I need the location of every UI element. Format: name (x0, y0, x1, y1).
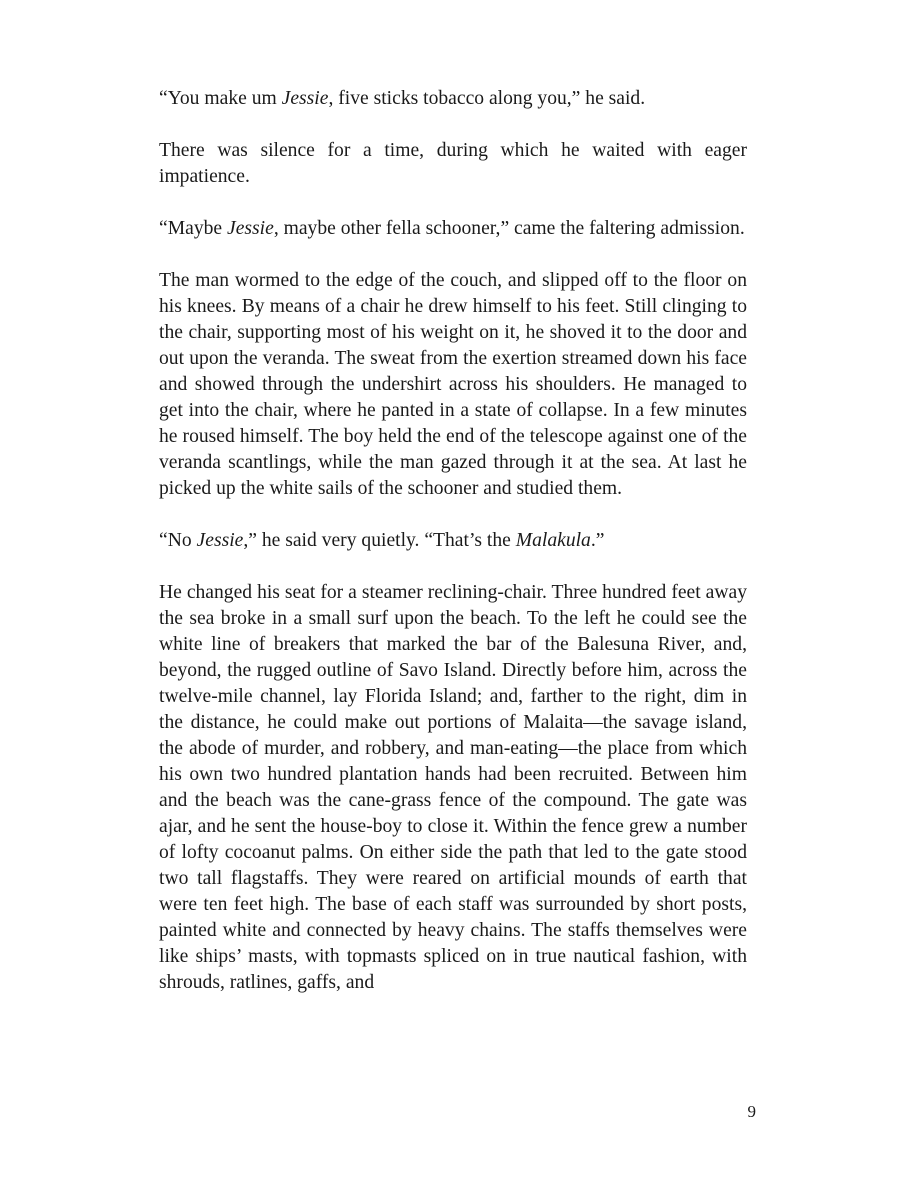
page-number: 9 (747, 1102, 756, 1121)
paragraph-4: The man wormed to the edge of the couch, and slipped off to the floor on his knees. By means of a chair he drew himself to his feet. Still clinging to the chair, supporting most of his weight on it, he shoved it to the door and out upon the veranda. The sweat from the exertion streamed down his face and showed through the undershirt across his shoulders. He managed to get into the chair, where he panted in a state of collapse. In a few minutes he roused himself. The boy held the end of the telescope against one of the veranda scantlings, while the man gazed through it at the sea. At last he picked up the white sails of the schooner and studied them. (159, 270, 747, 499)
body-text (159, 86, 747, 996)
paragraph-6: He changed his seat for a steamer reclining-chair. Three hundred feet away the sea broke in a small surf upon the beach. To the left he could see the white line of breakers that marked the bar of the Balesuna River, and, beyond, the rugged outline of Savo Island. Directly before him, across the twelve-mile channel, lay Florida Island; and, farther to the right, dim in the distance, he could make out portions of Malaita—the savage island, the abode of murder, and robbery, and man-eating—the place from which his own two hundred plantation hands had been recruited. Between him and the beach was the cane-grass fence of the compound. The gate was ajar, and he sent the house-boy to close it. Within the fence grew a number of lofty cocoanut palms. On either side the path that led to the gate stood two tall flagstaffs. They were reared on artificial mounds of earth that were ten feet high. The base of each staff was surrounded by short posts, painted white and connected by heavy chains. The staffs themselves were like ships’ masts, with topmasts spliced on in true nautical fashion, with shrouds, ratlines, gaffs, and (159, 582, 747, 993)
paragraph-2: There was silence for a time, during which he waited with eager impatience. (159, 140, 747, 187)
paragraph-1: “You make um Jessie, five sticks tobacco along you,” he said. (159, 88, 646, 109)
paragraph-3: “Maybe Jessie, maybe other fella schooner,” came the faltering admission. (159, 218, 745, 239)
paragraph-5: “No Jessie,” he said very quietly. “That’s the Malakula.” (159, 530, 605, 551)
